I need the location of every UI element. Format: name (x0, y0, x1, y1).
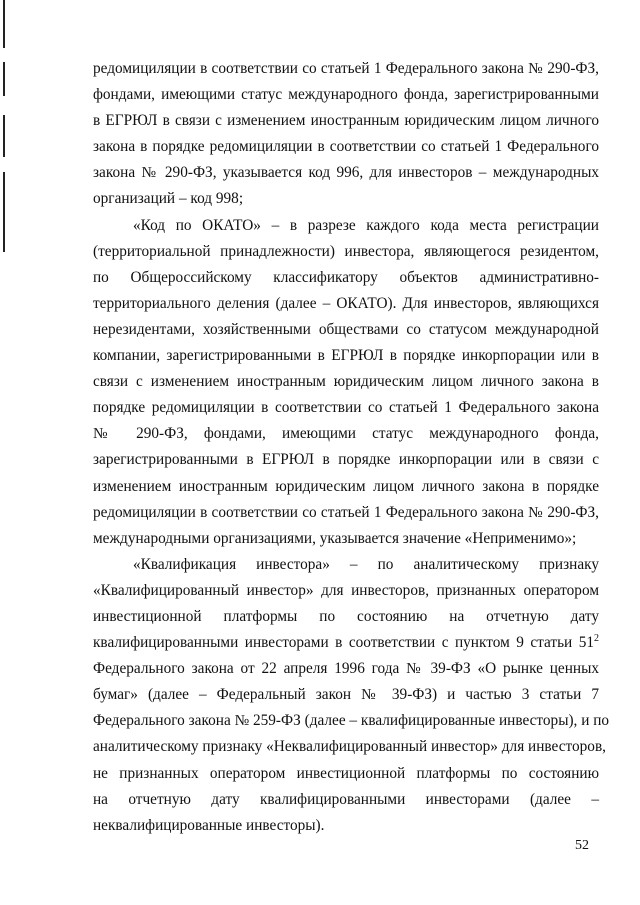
text-line: закона № 290-ФЗ, указывается код 996, для инвесторов – международных (93, 164, 599, 182)
page-number: 52 (575, 838, 589, 853)
text-line: аналитическому признаку «Неквалифицированный инвестор» для инвесторов, (93, 738, 606, 756)
text-line: компании, зарегистрированными в ЕГРЮЛ в порядке инкорпорации или в (93, 347, 599, 365)
text-line: бумаг» (далее – Федеральный закон № 39-ФЗ) и частью 3 статьи 7 (93, 686, 599, 704)
text-line: связи с изменением иностранным юридическим лицом личного закона в (93, 373, 599, 391)
document-body (93, 56, 610, 839)
text-line: неквалифицированные инвесторы). (93, 816, 325, 834)
text-line: закона в порядке редомициляции в соответствии со статьей 1 Федерального (93, 138, 599, 156)
text-line: нерезидентами, хозяйственными обществами со статусом международной (93, 320, 599, 338)
text-line: инвестиционной платформы по состоянию на отчетную дату (93, 607, 599, 625)
paragraph-continuation (93, 56, 599, 213)
text-line: (территориальной принадлежности) инвестора, являющегося резидентом, (93, 242, 599, 260)
scan-edge-mark (3, 62, 5, 96)
text-line: международными организациями, указывается значение «Неприменимо»; (93, 529, 577, 547)
text-line (93, 630, 599, 656)
text-line: «Квалифицированный инвестор» для инвесторов, признанных оператором (93, 581, 599, 599)
scan-edge-mark (3, 115, 5, 157)
text-line: по Общероссийскому классификатору объектов административно- (93, 268, 599, 286)
text-line: Федерального закона от 22 апреля 1996 года № 39-ФЗ «О рынке ценных (93, 660, 599, 678)
text-line: «Квалификация инвестора» – по аналитическому признаку (133, 555, 599, 573)
text-line-main: квалифицированными инвесторами в соответствии с пунктом 9 статьи 51 (93, 634, 594, 652)
text-line: территориального деления (далее – ОКАТО). Для инвесторов, являющихся (93, 294, 599, 312)
text-line: зарегистрированными в ЕГРЮЛ в порядке инкорпорации или в связи с (93, 451, 599, 469)
text-line: «Код по ОКАТО» – в разрезе каждого кода места регистрации (133, 216, 599, 234)
text-line: № 290-ФЗ, фондами, имеющими статус международного фонда, (93, 425, 599, 443)
text-line: изменением иностранным юридическим лицом личного закона в порядке (93, 477, 599, 495)
text-line: не признанных оператором инвестиционной платформы по состоянию (93, 764, 599, 782)
text-line: в ЕГРЮЛ в связи с изменением иностранным юридическим лицом личного (93, 112, 599, 130)
scan-edge-mark (3, 172, 5, 252)
text-line: на отчетную дату квалифицированными инвесторами (далее – (93, 790, 599, 808)
text-line: Федерального закона № 259-ФЗ (далее – квалифицированные инвесторы), и по (93, 712, 610, 730)
text-line: организаций – код 998; (93, 190, 244, 208)
paragraph-qualification (93, 552, 610, 839)
superscript: 2 (594, 633, 599, 645)
paragraph-okato (93, 213, 599, 552)
text-line: редомициляции в соответствии со статьей 1 Федерального закона № 290-ФЗ, (93, 60, 599, 77)
text-line: фондами, имеющими статус международного фонда, зарегистрированными (93, 86, 599, 104)
scan-edge-mark (3, 0, 5, 48)
text-line: редомициляции в соответствии со статьей 1 Федерального закона № 290-ФЗ, (93, 503, 599, 521)
text-line: порядке редомициляции в соответствии со статьей 1 Федерального закона (93, 399, 599, 417)
